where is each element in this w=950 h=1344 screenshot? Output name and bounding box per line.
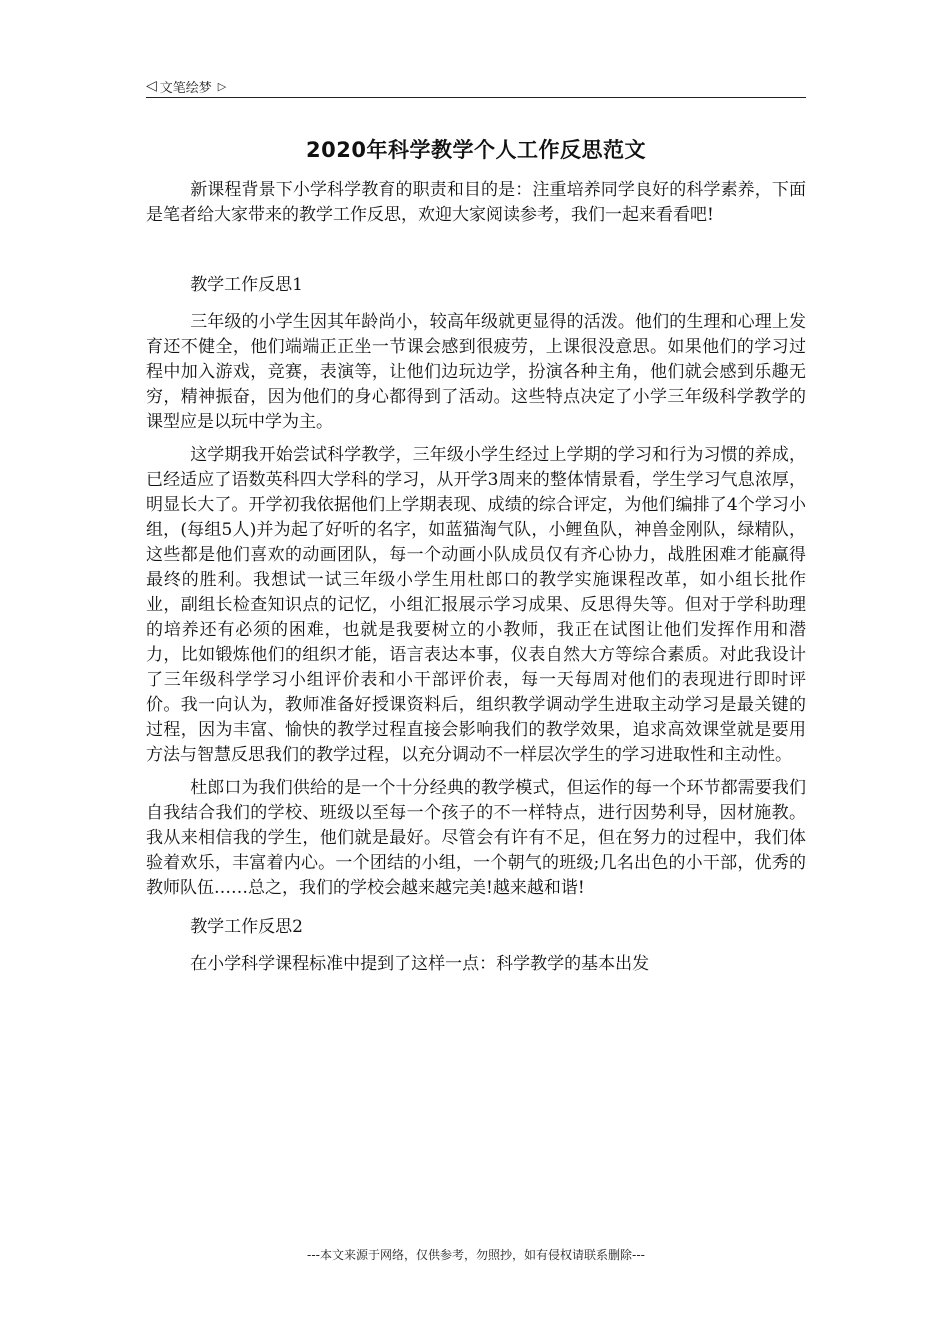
document-title: 2020年科学教学个人工作反思范文: [306, 138, 646, 162]
right-triangle-icon: ▷: [217, 79, 227, 93]
document-header: [146, 73, 806, 99]
section-heading-2: 教学工作反思2: [190, 917, 304, 937]
section-heading-1: 教学工作反思1: [190, 275, 304, 295]
intro-paragraph: 新课程背景下小学科学教育的职责和目的是：注重培养同学良好的科学素养，下面是笔者给大家带来的教学工作反思，欢迎大家阅读参考，我们一起来看看吧!: [146, 180, 806, 225]
footer-notice: ---本文来源于网络，仅供参考，勿照抄，如有侵权请联系删除---: [307, 1248, 645, 1262]
brand-label: 文笔绘梦: [159, 80, 212, 96]
section1-paragraph: 三年级的小学生因其年龄尚小，较高年级就更显得的活泼。他们的生理和心理上发育还不健全，他们端端正正坐一节课会感到很疲劳，上课很没意思。如果他们的学习过程中加入游戏，竞赛，表演等，让他们边玩边学，扮演各种主角，他们就会感到乐趣无穷，精神振奋，因为他们的身心都得到了活动。这些特点决定了小学三年级科学教学的课型应是以玩中学为主。: [146, 312, 806, 432]
header-divider: [146, 97, 806, 98]
left-triangle-icon: ◁: [146, 78, 157, 94]
section1-paragraph: 杜郎口为我们供给的是一个十分经典的教学模式，但运作的每一个环节都需要我们自我结合我们的学校、班级以至每一个孩子的不一样特点，进行因势利导，因材施教。我从来相信我的学生，他们就是最好。尽管会有许有不足，但在努力的过程中，我们体验着欢乐，丰富着内心。一个团结的小组，一个朝气的班级;几名出色的小干部，优秀的教师队伍……总之，我们的学校会越来越完美!越来越和谐!: [146, 778, 806, 898]
section2-paragraph: 在小学科学课程标准中提到了这样一点：科学教学的基本出发: [190, 954, 650, 974]
document-body: [146, 178, 806, 985]
section1-paragraph: 这学期我开始尝试科学教学，三年级小学生经过上学期的学习和行为习惯的养成，已经适应了语数英科四大学科的学习，从开学3周来的整体情景看，学生学习气息浓厚，明显长大了。开学初我依据他们上学期表现、成绩的综合评定，为他们编排了4个学习小组，(每组5人)并为起了好听的名字，如蓝猫淘气队，小鲤鱼队，神兽金刚队，绿精队，这些都是他们喜欢的动画团队，每一个动画小队成员仅有齐心协力，战胜困难才能赢得最终的胜利。我想试一试三年级小学生用杜郎口的教学实施课程改革，如小组长批作业，副组长检查知识点的记忆，小组汇报展示学习成果、反思得失等。但对于学科助理的培养还有必须的困难，也就是我要树立的小教师，我正在试图让他们发挥作用和潜力，比如锻炼他们的组织才能，语言表达本事，仪表自然大方等综合素质。对此我设计了三年级科学学习小组评价表和小干部评价表，每一天每周对他们的表现进行即时评价。我一向认为，教师准备好授课资料后，组织教学调动学生进取主动学习是最关键的过程，因为丰富、愉快的教学过程直接会影响我们的教学效果，追求高效课堂就是要用方法与智慧反思我们的教学过程，以充分调动不一样层次学生的学习进取性和主动性。: [146, 445, 806, 765]
